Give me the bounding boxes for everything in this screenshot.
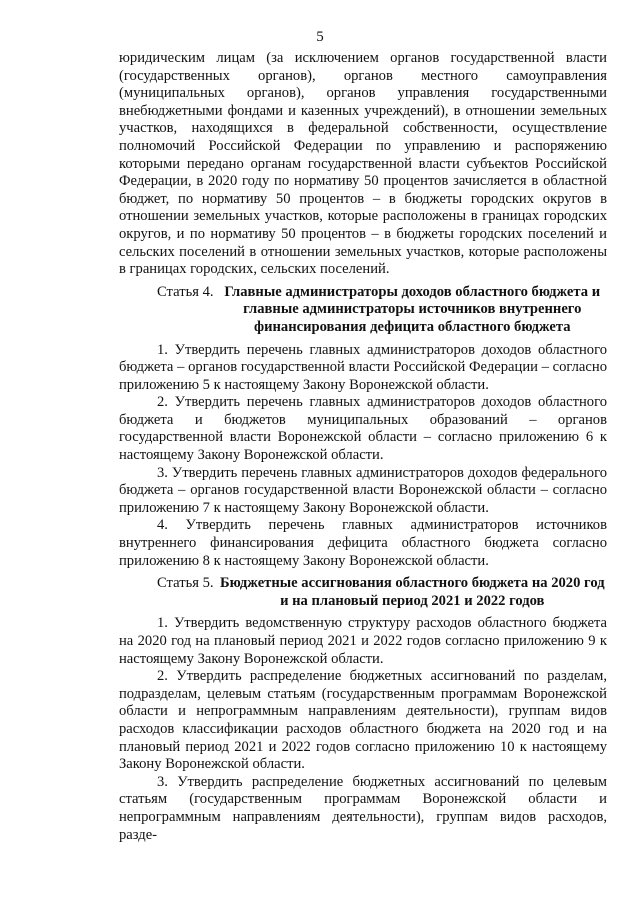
article-4-item-1: 1. Утвердить перечень главных администраторов доходов областного бюджета – органов государственной власти Российской Федерации – согласно приложению 5 к настоящему Закону Воронежской области. [119,341,607,393]
article-5-item-3: 3. Утвердить распределение бюджетных ассигнований по целевым статьям (государственным программам Воронежской области и непрограммным направлениям деятельности), группам видов расходов, разде- [119,773,607,843]
article-4-label: Статья 4. [157,283,214,300]
article-4-item-4: 4. Утвердить перечень главных администраторов источников внутреннего финансирования дефицита областного бюджета согласно приложению 8 к настоящему Закону Воронежской области. [119,517,607,569]
page-body [119,50,607,844]
article-4-title: Главные администраторы доходов областного бюджета и главные администраторы источников внутреннего финансирования дефицита областного бюджета [224,283,601,335]
article-4-item-2: 2. Утвердить перечень главных администраторов доходов областного бюджета и бюджетов муниципальных образований – органов государственной власти Воронежской области – согласно приложению 6 к настоящему Закону Воронежской области. [119,394,607,464]
intro-paragraph: юридическим лицам (за исключением органов государственной власти (государственных органов), органов местного самоуправления (муниципальных органов), органов управления государственными внебюджетными фондами и казенных учреждений), в отношении земельных участков, находящихся в федеральной собственности, осуществление полномочий Российской Федерации по управлению и распоряжению которыми передано органам государственной власти субъектов Российской Федерации, в 2020 году по нормативу 50 процентов зачисляется в областной бюджет, по нормативу 50 процентов – в бюджеты городских округов в отношении земельных участков, которые расположены в границах городских округов, и по нормативу 50 процентов – в бюджеты городских поселений и сельских поселений в отношении земельных участков, которые расположены в границах городских, сельских поселений. [119,50,607,278]
article-5-heading [119,575,607,610]
article-5-label: Статья 5. [157,575,214,592]
article-5-item-2: 2. Утвердить распределение бюджетных ассигнований по разделам, подразделам, целевым статьям (государственным программам Воронежской области и непрограммным направлениям деятельности), группам видов расходов классификации расходов областного бюджета на 2020 год и на плановый период 2021 и 2022 годов согласно приложению 10 к настоящему Закону Воронежской области. [119,668,607,773]
article-5-title: Бюджетные ассигнования областного бюджета на 2020 год и на плановый период 2021 и 2022 годов [219,575,605,609]
article-5-item-1: 1. Утвердить ведомственную структуру расходов областного бюджета на 2020 год на плановый период 2021 и 2022 годов согласно приложению 9 к настоящему Закону Воронежской области. [119,615,607,667]
page-number: 5 [316,29,324,45]
article-4-item-3: 3. Утвердить перечень главных администраторов доходов федерального бюджета – органов государственной власти Воронежской области – согласно приложению 7 к настоящему Закону Воронежской области. [119,464,607,516]
article-4-heading [119,284,607,337]
